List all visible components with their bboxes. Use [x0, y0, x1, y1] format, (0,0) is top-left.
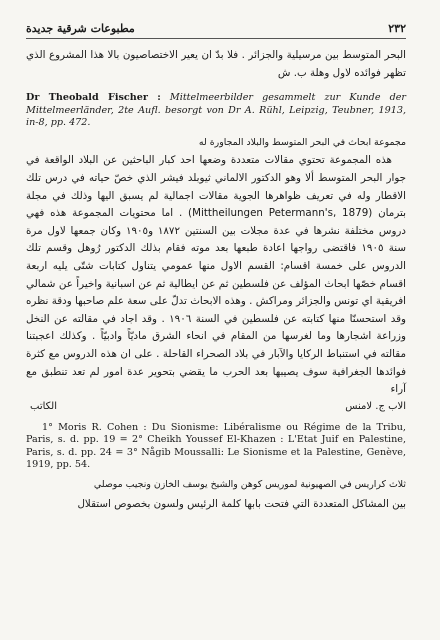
page-number: ٢٣٢ — [388, 22, 406, 35]
review1-signature — [26, 399, 406, 414]
signature-author: الاب ج. لامنس — [345, 400, 406, 412]
review2-arabic-line: ثلاث كراريس في الصهيونية لموريس كوهن والشيخ يوسف الخازن ونجيب موصلي — [93, 479, 406, 491]
review1-arabic-subtitle: مجموعة ابحاث في البحر المتوسط والبلاد المجاورة له — [198, 137, 406, 149]
page-header — [26, 22, 406, 39]
review1-body: هذه المجموعة تحتوي مقالات متعددة وضعها احد كبار الباحثين عن البلاد الواقعة في جوار البحر المتوسط ألا وهو الدكتور الالماني ثيوبلد فيشر الذي خصّ حياته في درس تلك الاقطار وله في تعريف ظواهرها الجوية مقالات اجمالية لم يسبق اليها وذلك في مجلة بترمان (Mittheilungen Petermann's, 1879) . اما محتويات المجموعة هذه فهي دروس مختلفة نشرها في عدة مجلات بين السنتين ١٨٧٢ و١٩٠٥ وكان جمعها لاول مرة سنة ١٩٠٥ فاقتضى رواجها اعادة طبعها بعد موته فقام بذلك الدكتور رُوهل وقسم تلك الدروس على خمسة اقسام: القسم الاول منها عمومي يتناول كتابات شتّى يليه اربعة اقسام خصّها ابحاث المؤلف عن فلسطين ثم عن ايطالية ثم عن اسبانية واخيراً عن شمالي افريقية اي تونس والجزائر ومراكش . وهذه الابحاث تدلّ على سعة علم صاحبها ودقة نظره وقد استحسنّا منها كتابته عن فلسطين في السنة ١٩٠٦ . وقد اجاد في مقالته عن النخل وزراعة اشجارها وما لغرسها من المقام في انحاء الشرق ماديّاً وادبيّاً . وكذلك اعجبتنا مقالته في استنباط الركايا والآبار في بلاد الصحراء القاحلة . على ان هذه الدروس مع كثرة فوائدها الجغرافية سوف يصيبها بعد الحرب ما يقضي بتحوير عدة امور لم تعد تنطبق مع آراء — [26, 154, 406, 396]
review1-body-container — [26, 152, 406, 398]
intro-paragraph: البحر المتوسط بين مرسيلية والجزائر . فلا بدّ ان يعير الاختصاصيون بالا هذا المشروع الذي تظهر فوائده لاول وهلة ب. ش — [26, 49, 406, 79]
signature-label: الكاتب — [30, 400, 57, 412]
running-title: مطبوعات شرقية جديدة — [26, 22, 135, 35]
review1-reference — [26, 92, 406, 129]
review2-reference: 1° Moris R. Cohen : Du Sionisme: Libéralisme ou Régime de la Tribu, Paris, s. d. pp. 19 = 2° Cheikh Youssef El-Khazen : L'Etat Juif en Palestine, Paris, s. d. pp. 24 = 3° Någib Moussalli: Le Sionisme et la Palestine, Genève, 1919, pp. 54. — [26, 421, 406, 470]
review1-author: Dr Theobald Fischer : — [26, 92, 161, 104]
review2-body-start: بين المشاكل المتعددة التي فتحت بابها كلمة الرئيس ولسون بخصوص استقلال — [77, 498, 406, 511]
review1-title: Mittelmeerbilder gesammelt zur Kunde der Mittelmeerländer, 2te Aufl. besorgt von Dr A. Rühl, Leipzig, Teubner, 1913, in-8, pp. 472. — [26, 92, 406, 128]
